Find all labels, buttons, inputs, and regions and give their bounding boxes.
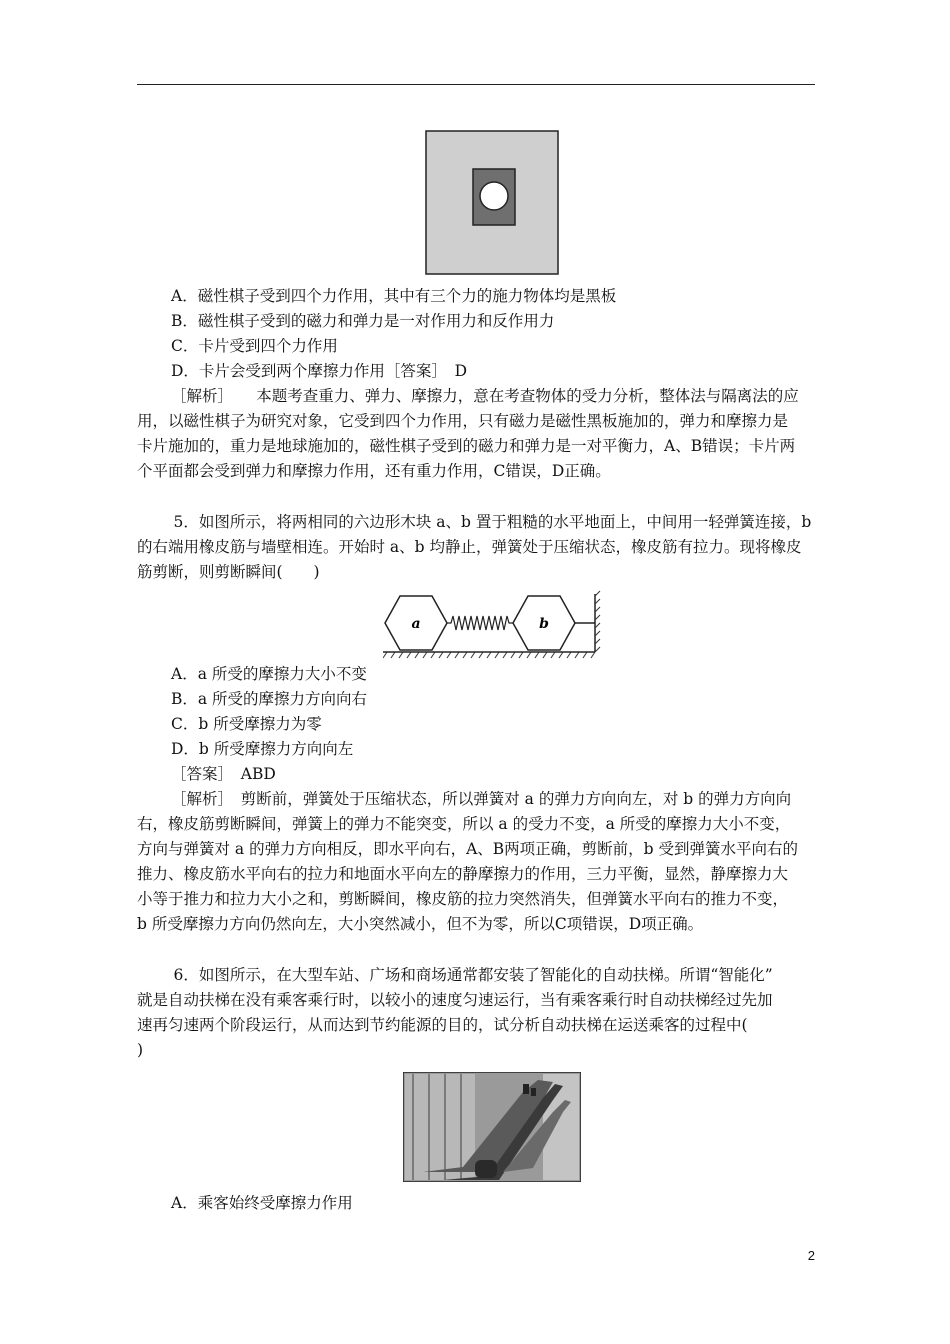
blackboard-figure — [425, 130, 559, 275]
q5-stem-line: 5．如图所示，将两相同的六边形木块 a、b 置于粗糙的水平地面上，中间用一轻弹簧连接，b — [158, 513, 812, 531]
q5-option-d: D．b 所受摩擦力方向向左 — [171, 740, 354, 758]
q4-option-d: D．卡片会受到两个摩擦力作用［答案］ D — [171, 362, 468, 380]
q5-analysis-line: 右，橡皮筋剪断瞬间，弹簧上的弹力不能突变，所以 a 的受力不变，a 所受的摩擦力大小不变， — [137, 815, 791, 833]
spring — [447, 616, 513, 630]
q5-option-c: C．b 所受摩擦力为零 — [171, 715, 322, 733]
q4-option-a: A．磁性棋子受到四个力作用，其中有三个力的施力物体均是黑板 — [171, 287, 617, 305]
q5-stem-line: 筋剪断，则剪断瞬间( ) — [137, 563, 320, 581]
q5-analysis-line: b 所受摩擦力方向仍然向左，大小突然减小，但不为零，所以C项错误，D项正确。 — [137, 915, 704, 933]
q6-stem-line: 速再匀速两个阶段运行，从而达到节约能源的目的，试分析自动扶梯在运送乘客的过程中( — [137, 1016, 748, 1034]
q5-stem-line: 的右端用橡皮筋与墙壁相连。开始时 a、b 均静止，弹簧处于压缩状态，橡皮筋有拉力。现将橡皮 — [137, 538, 802, 556]
q4-analysis-line: ［解析］ 本题考查重力、弹力、摩擦力，意在考查物体的受力分析，整体法与隔离法的应 — [171, 387, 799, 405]
q6-stem-line: ) — [137, 1041, 144, 1059]
q4-analysis-line: 个平面都会受到弹力和摩擦力作用，还有重力作用，C错误，D正确。 — [137, 462, 611, 480]
q4-option-c: C．卡片受到四个力作用 — [171, 337, 338, 355]
header-rule — [137, 84, 815, 85]
q5-analysis-line: ［解析］ 剪断前，弹簧处于压缩状态，所以弹簧对 a 的弹力方向向左，对 b 的弹力方向向 — [171, 790, 792, 808]
escalator-photo — [403, 1072, 581, 1182]
q6-option-a: A．乘客始终受摩擦力作用 — [171, 1194, 353, 1212]
magnetic-piece — [480, 182, 508, 210]
q5-option-a: A．a 所受的摩擦力大小不变 — [171, 665, 367, 683]
block-b-label: b — [539, 616, 549, 632]
q6-stem-line: 6．如图所示，在大型车站、广场和商场通常都安装了智能化的自动扶梯。所谓“智能化” — [158, 966, 773, 984]
q5-analysis-line: 方向与弹簧对 a 的弹力方向相反，即水平向右，A、B两项正确，剪断前，b 受到弹簧水平向右的 — [137, 840, 799, 858]
q4-option-b: B．磁性棋子受到的磁力和弹力是一对作用力和反作用力 — [171, 312, 555, 330]
q5-option-b: B．a 所受的摩擦力方向向右 — [171, 690, 368, 708]
q5-analysis-line: 推力、橡皮筋水平向右的拉力和地面水平向左的静摩擦力的作用，三力平衡，显然，静摩擦力大 — [137, 865, 789, 883]
q5-analysis-line: 小等于推力和拉力大小之和，剪断瞬间，橡皮筋的拉力突然消失，但弹簧水平向右的推力不变， — [137, 890, 789, 908]
q4-analysis-line: 卡片施加的，重力是地球施加的，磁性棋子受到的磁力和弹力是一对平衡力，A、B错误；卡片两 — [137, 437, 796, 455]
page-number: 2 — [807, 1248, 815, 1263]
q4-analysis-line: 用，以磁性棋子为研究对象，它受到四个力作用，只有磁力是磁性黑板施加的，弹力和摩擦力是 — [137, 412, 789, 430]
block-a-label: a — [411, 616, 421, 632]
q6-stem-line: 就是自动扶梯在没有乘客乘行时，以较小的速度匀速运行，当有乘客乘行时自动扶梯经过先加 — [137, 991, 773, 1009]
q5-answer: ［答案］ ABD — [171, 765, 276, 783]
spring-blocks-figure — [383, 590, 601, 660]
